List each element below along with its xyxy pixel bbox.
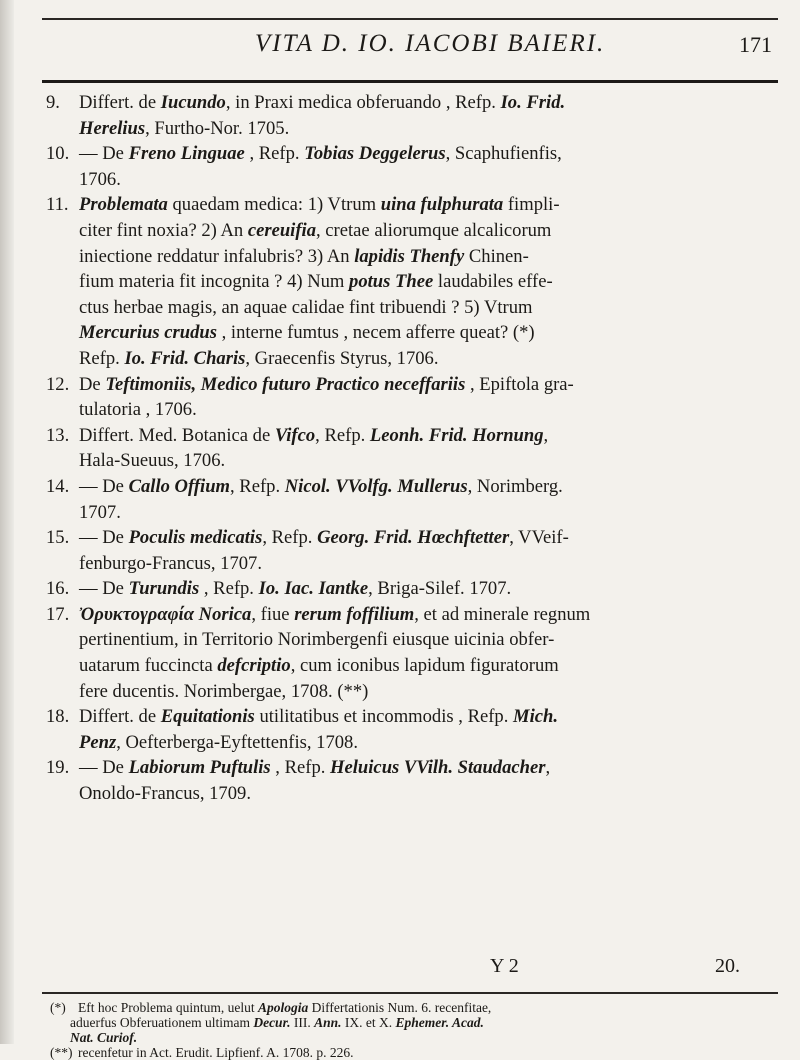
- italic-text: Labiorum Puftulis: [128, 757, 271, 779]
- text-run: Refp.: [79, 347, 125, 369]
- italic-text: Io. Frid. Charis: [124, 347, 246, 369]
- entry-number: 11.: [46, 194, 69, 216]
- footnote-mark: (**): [50, 1045, 73, 1060]
- text-run: quaedam medica: 1) Vtrum: [167, 194, 381, 216]
- signature-mark: Y 2: [490, 955, 519, 977]
- text-run: — De: [79, 143, 129, 165]
- text-run: III.: [290, 1015, 315, 1030]
- footnote-text: [70, 1045, 354, 1060]
- text-run: fium materia fit incognita ? 4) Num: [79, 271, 350, 293]
- text-run: — De: [79, 757, 129, 779]
- italic-text: Turundis: [128, 578, 200, 600]
- text-run: IX. et X.: [341, 1015, 396, 1030]
- bibliography-entry: [46, 576, 786, 602]
- italic-text: Nat. Curiof.: [70, 1030, 138, 1045]
- text-run: utilitatibus et incommodis , Refp.: [254, 706, 514, 728]
- text-run: , Graecenfis Styrus, 1706.: [245, 347, 439, 369]
- text-run: — De: [79, 475, 129, 497]
- text-run: uatarum fuccincta: [79, 655, 218, 677]
- italic-text: potus Thee: [349, 271, 434, 293]
- text-run: , Refp.: [315, 424, 370, 446]
- bibliography-entry: [46, 525, 786, 576]
- text-run: , Refp.: [230, 475, 285, 497]
- text-run: ctus herbae magis, an aquae calidae fint tribuendi ? 5) Vtrum: [79, 296, 533, 318]
- text-run: 1707.: [79, 501, 121, 523]
- footnote-rule: [42, 992, 778, 994]
- page-number: 171: [739, 32, 772, 57]
- entry-number: 15.: [46, 527, 70, 549]
- text-run: fenburgo-Francus, 1707.: [79, 552, 262, 574]
- italic-text: Freno Linguae: [128, 143, 245, 165]
- italic-text: Ann.: [314, 1015, 342, 1030]
- footnote: [50, 1000, 780, 1045]
- text-run: , Refp.: [262, 527, 318, 549]
- italic-text: Vifco: [274, 424, 316, 446]
- text-run: recenfetur in Act. Erudit. Lipfienf. A. 1708. p. 226.: [78, 1045, 354, 1060]
- italic-text: lapidis Thenfy: [354, 245, 465, 267]
- text-run: — De: [79, 527, 129, 549]
- footnotes: [50, 1000, 780, 1060]
- italic-text: Apologia: [257, 1000, 309, 1015]
- bibliography-entry: [46, 90, 786, 141]
- italic-text: Problemata: [79, 194, 168, 216]
- text-run: 1706.: [79, 168, 121, 190]
- bibliography-list: [46, 90, 786, 807]
- catchword: 20.: [715, 955, 740, 977]
- text-run: Eft hoc Problema quintum, uelut: [78, 1000, 258, 1015]
- text-run: , Briga-Silef. 1707.: [368, 578, 512, 600]
- italic-text: Tobias Deggelerus: [304, 143, 446, 165]
- page-gutter-shadow: [0, 0, 14, 1044]
- italic-text: Ephemer. Acad.: [395, 1015, 484, 1030]
- italic-text: Georg. Frid. Hœchftetter: [317, 527, 510, 549]
- text-run: ,: [545, 757, 551, 779]
- italic-text: Heluicus VVilh. Staudacher: [330, 757, 546, 779]
- text-run: , cretae aliorumque alcalicorum: [316, 219, 552, 241]
- italic-text: Penz: [79, 731, 117, 753]
- text-run: , Furtho-Nor. 1705.: [145, 117, 290, 139]
- text-run: tulatoria , 1706.: [79, 399, 197, 421]
- bibliography-entry: [46, 755, 786, 806]
- italic-text: Io. Frid.: [500, 92, 566, 113]
- text-run: , Scaphufienfis,: [445, 143, 562, 165]
- page-header: [40, 22, 780, 66]
- italic-text: Io. Iac. Iantke: [258, 578, 369, 600]
- text-run: Differt. de: [79, 92, 161, 113]
- text-run: laudabiles effe-: [433, 271, 553, 293]
- text-run: , VVeif-: [509, 527, 569, 549]
- text-run: , interne fumtus , necem afferre queat? (*): [216, 322, 535, 344]
- italic-text: Mich.: [513, 706, 558, 728]
- italic-text: Callo Offium: [128, 475, 230, 497]
- entry-number: 17.: [46, 603, 70, 625]
- header-rule: [42, 80, 778, 83]
- entry-number: 18.: [46, 706, 70, 728]
- italic-text: Ὀρυκτογραφία Norica: [79, 603, 252, 625]
- text-run: Chinen-: [464, 245, 529, 267]
- text-run: iniectione reddatur infalubris? 3) An: [79, 245, 355, 267]
- text-run: , Oefterberga-Eyftettenfis, 1708.: [116, 731, 358, 753]
- italic-text: Decur.: [253, 1015, 291, 1030]
- text-run: Hala-Sueuus, 1706.: [79, 450, 226, 472]
- running-head: VITA D. IO. IACOBI BAIERI.: [255, 30, 606, 57]
- italic-text: Equitationis: [160, 706, 255, 728]
- bibliography-entry: [46, 141, 786, 192]
- text-run: , Epiftola gra-: [465, 373, 574, 395]
- text-run: De: [79, 373, 106, 395]
- text-run: Differtationis Num. 6. recenfitae,: [308, 1000, 492, 1015]
- italic-text: Teftimoniis, Medico futuro Practico neceffariis: [105, 373, 466, 395]
- text-run: pertinentium, in Territorio Norimbergenfi eiusque uicinia obfer-: [79, 629, 555, 651]
- text-run: , fiue: [251, 603, 295, 625]
- italic-text: Leonh. Frid. Hornung: [369, 424, 544, 446]
- bibliography-entry: [46, 423, 786, 474]
- entry-number: 19.: [46, 757, 70, 779]
- entry-number: 14.: [46, 475, 70, 497]
- bibliography-entry: [46, 372, 786, 423]
- text-run: , Refp.: [244, 143, 305, 165]
- italic-text: cereuifia: [247, 219, 316, 241]
- italic-text: rerum foffilium: [294, 603, 415, 625]
- italic-text: Iucundo: [160, 92, 226, 113]
- italic-text: defcriptio: [217, 655, 291, 677]
- italic-text: Mercurius crudus: [79, 322, 217, 344]
- bibliography-entry: [46, 474, 786, 525]
- text-run: Onoldo-Francus, 1709.: [79, 783, 251, 805]
- top-rule: [42, 18, 778, 20]
- bibliography-entry: [46, 192, 786, 371]
- bibliography-entry: [46, 704, 786, 755]
- text-run: citer fint noxia? 2) An: [79, 219, 248, 241]
- text-run: ,: [543, 424, 549, 446]
- text-run: — De: [79, 578, 129, 600]
- italic-text: Nicol. VVolfg. Mullerus: [284, 475, 468, 497]
- entry-number: 10.: [46, 143, 70, 165]
- text-run: Differt. de: [79, 706, 161, 728]
- entry-number: 13.: [46, 424, 70, 446]
- text-run: , in Praxi medica obferuando , Refp.: [225, 92, 501, 113]
- text-run: , Refp.: [199, 578, 259, 600]
- text-run: , et ad minerale regnum: [414, 603, 591, 625]
- text-run: fere ducentis. Norimbergae, 1708. (**): [79, 680, 369, 702]
- bibliography-entry: [46, 602, 786, 704]
- italic-text: uina fulphurata: [380, 194, 504, 216]
- text-run: , cum iconibus lapidum figuratorum: [290, 655, 559, 677]
- entry-number: 16.: [46, 578, 70, 600]
- text-run: , Norimberg.: [467, 475, 563, 497]
- italic-text: Poculis medicatis: [128, 527, 263, 549]
- footnote-text: [70, 1000, 491, 1045]
- text-run: , Refp.: [270, 757, 331, 779]
- footnote-mark: (*): [50, 1000, 66, 1015]
- text-run: fimpli-: [503, 194, 560, 216]
- entry-number: 9.: [46, 92, 60, 113]
- italic-text: Herelius: [79, 117, 146, 139]
- entry-number: 12.: [46, 373, 70, 395]
- footnote: [50, 1045, 780, 1060]
- text-run: aduerfus Obferuationem ultimam: [70, 1015, 254, 1030]
- text-run: Differt. Med. Botanica de: [79, 424, 275, 446]
